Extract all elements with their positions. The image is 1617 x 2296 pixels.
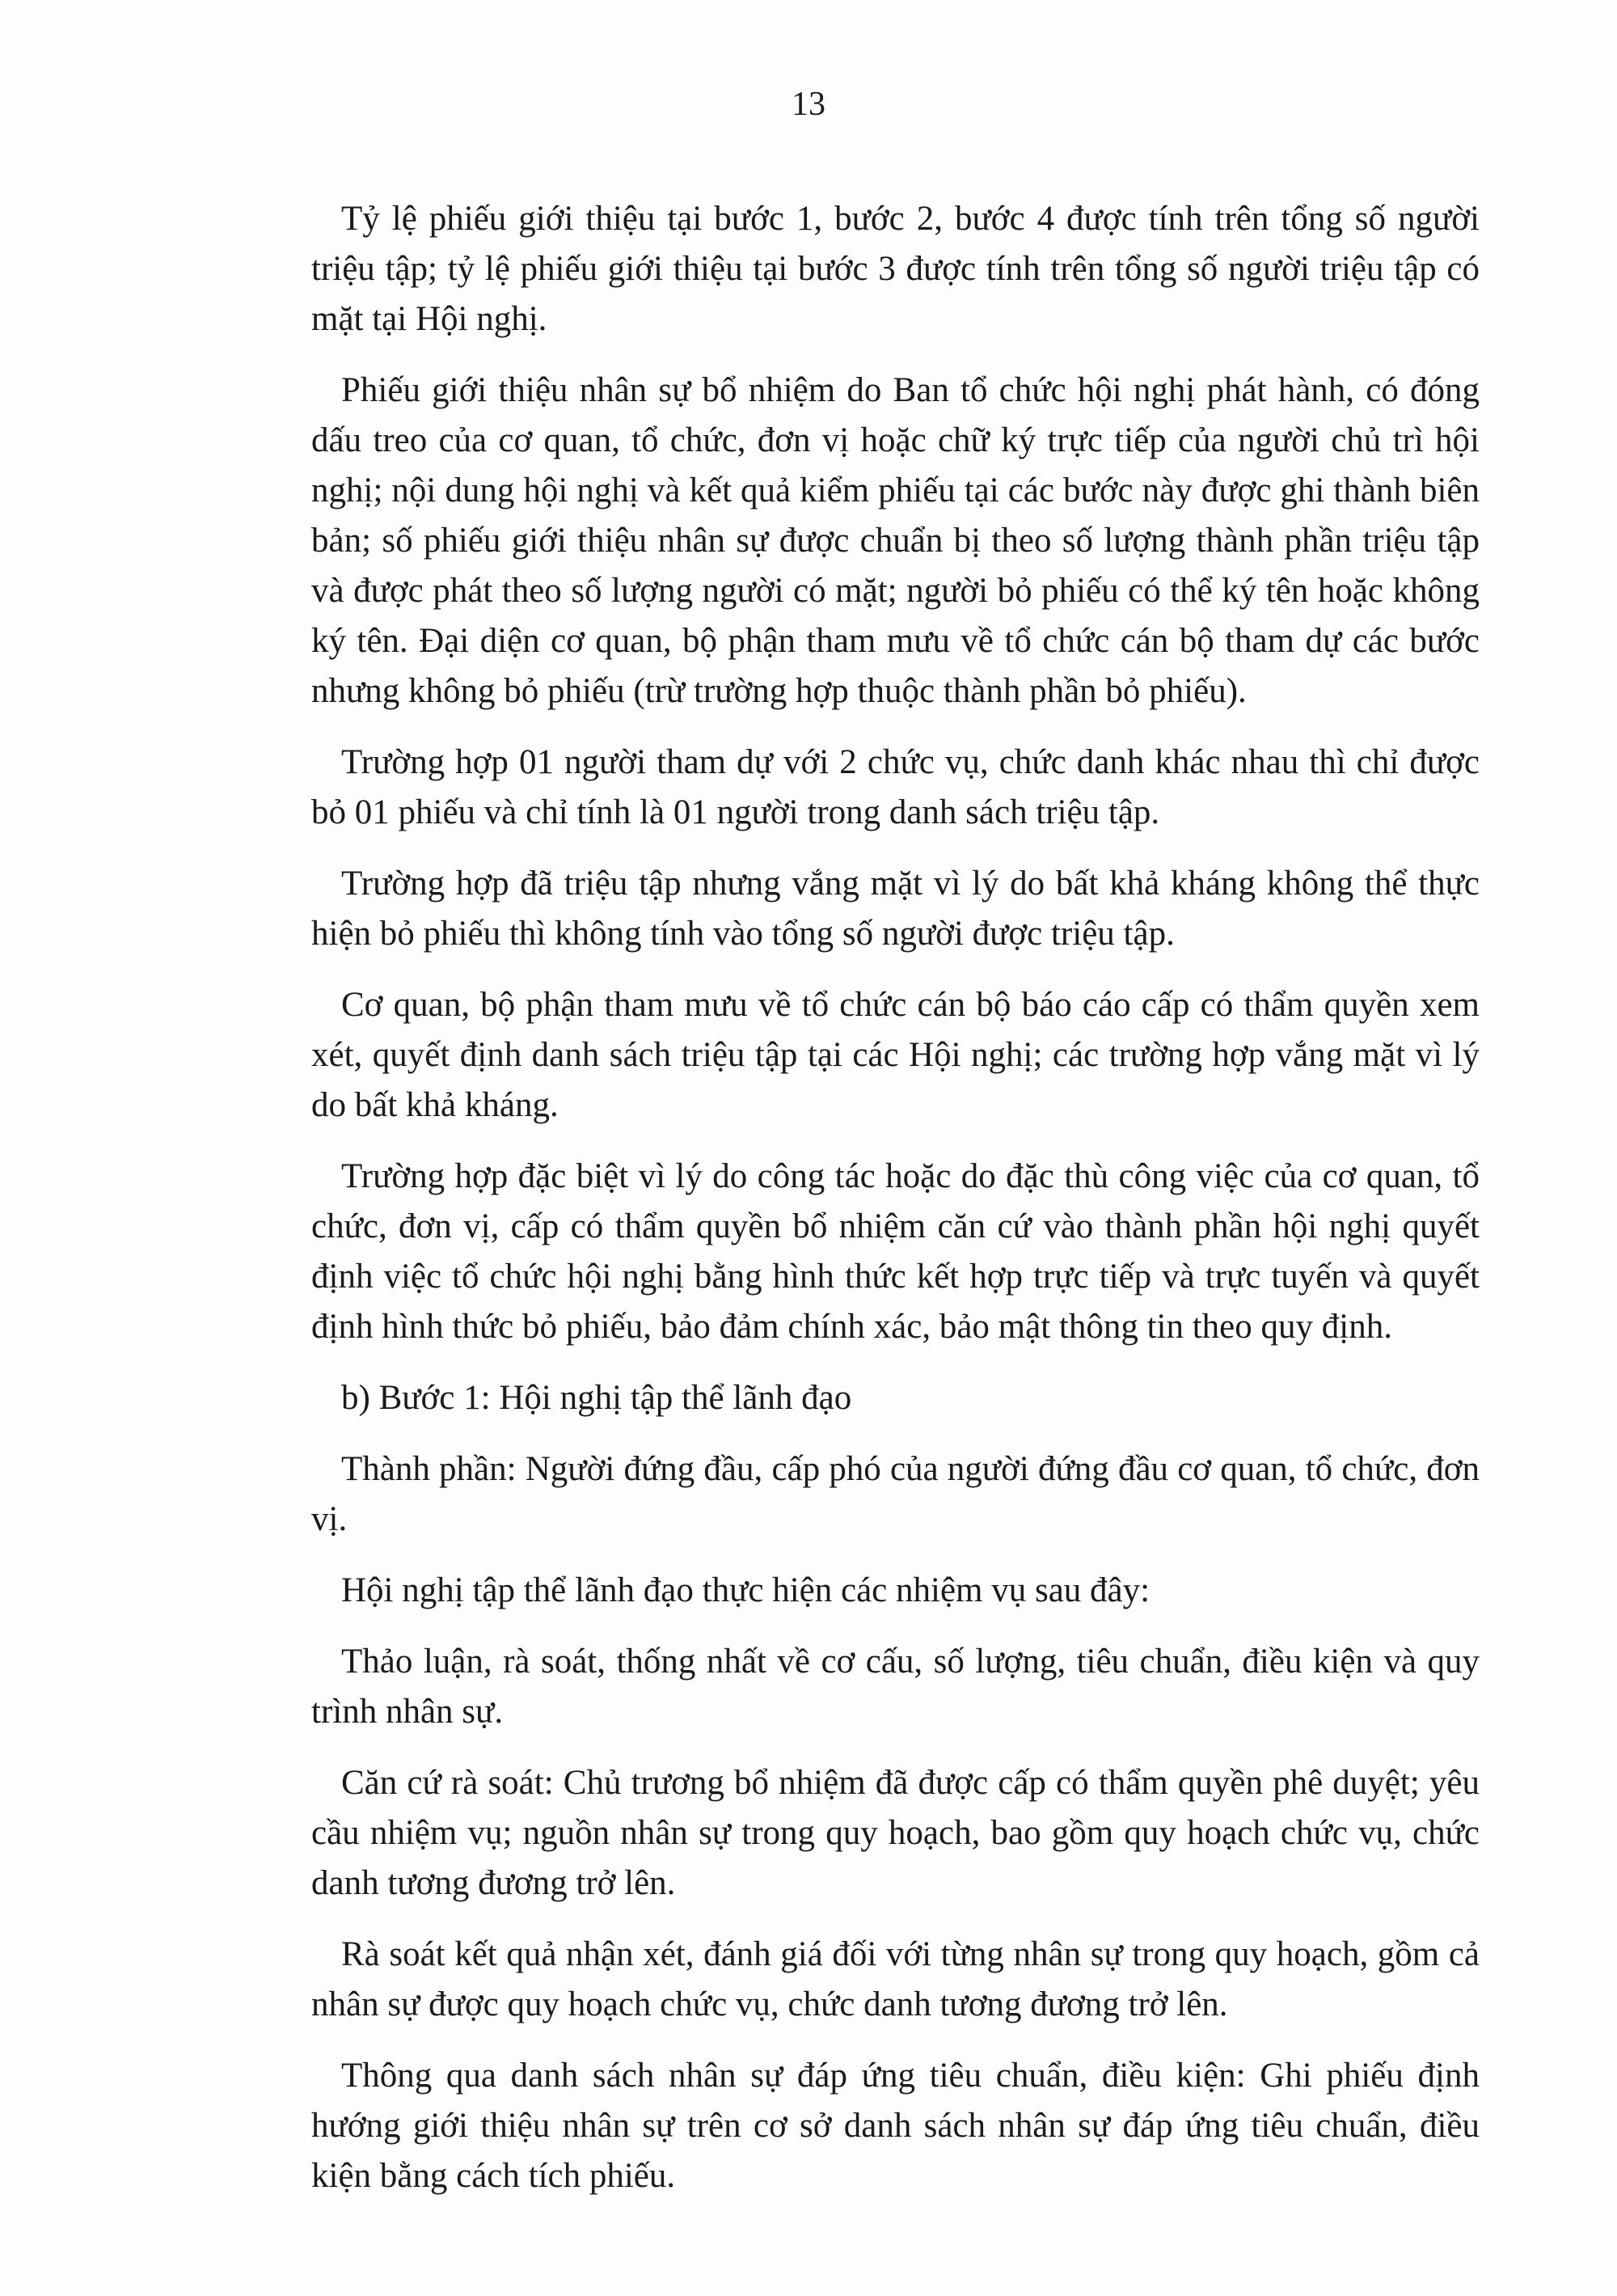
section-heading: b) Bước 1: Hội nghị tập thể lãnh đạo (341, 1379, 852, 1417)
paragraph: Thành phần: Người đứng đầu, cấp phó của người đứng đầu cơ quan, tổ chức, đơn vị. (311, 1450, 1480, 1538)
paragraph: Trường hợp 01 người tham dự với 2 chức vụ, chức danh khác nhau thì chỉ được bỏ 01 phiếu và chỉ tính là 01 người trong danh sách triệu tập. (311, 743, 1480, 831)
paragraph: Cơ quan, bộ phận tham mưu về tổ chức cán bộ báo cáo cấp có thẩm quyền xem xét, quyết định danh sách triệu tập tại các Hội nghị; các trường hợp vắng mặt vì lý do bất khả kháng. (311, 986, 1480, 1124)
document-body (311, 194, 1480, 2222)
paragraph: Trường hợp đã triệu tập nhưng vắng mặt vì lý do bất khả kháng không thể thực hiện bỏ phiếu thì không tính vào tổng số người được triệu tập. (311, 865, 1480, 953)
paragraph: Hội nghị tập thể lãnh đạo thực hiện các nhiệm vụ sau đây: (341, 1571, 1150, 1609)
paragraph: Rà soát kết quả nhận xét, đánh giá đối với từng nhân sự trong quy hoạch, gồm cả nhân sự được quy hoạch chức vụ, chức danh tương đương trở lên. (311, 1935, 1480, 2023)
paragraph: Tỷ lệ phiếu giới thiệu tại bước 1, bước 2, bước 4 được tính trên tổng số người triệu tập; tỷ lệ phiếu giới thiệu tại bước 3 được tính trên tổng số người triệu tập có mặt tại Hội nghị. (311, 200, 1480, 338)
paragraph: Phiếu giới thiệu nhân sự bổ nhiệm do Ban tổ chức hội nghị phát hành, có đóng dấu treo của cơ quan, tổ chức, đơn vị hoặc chữ ký trực tiếp của người chủ trì hội nghị; nội dung hội nghị và kết quả kiểm phiếu tại các bước này được ghi thành biên bản; số phiếu giới thiệu nhân sự được chuẩn bị theo số lượng thành phần triệu tập và được phát theo số lượng người có mặt; người bỏ phiếu có thể ký tên hoặc không ký tên. Đại diện cơ quan, bộ phận tham mưu về tổ chức cán bộ tham dự các bước nhưng không bỏ phiếu (trừ trường hợp thuộc thành phần bỏ phiếu). (311, 371, 1480, 710)
paragraph: Thông qua danh sách nhân sự đáp ứng tiêu chuẩn, điều kiện: Ghi phiếu định hướng giới thiệu nhân sự trên cơ sở danh sách nhân sự đáp ứng tiêu chuẩn, điều kiện bằng cách tích phiếu. (311, 2057, 1480, 2195)
paragraph: Căn cứ rà soát: Chủ trương bổ nhiệm đã được cấp có thẩm quyền phê duyệt; yêu cầu nhiệm vụ; nguồn nhân sự trong quy hoạch, bao gồm quy hoạch chức vụ, chức danh tương đương trở lên. (311, 1764, 1480, 1902)
page-number: 13 (792, 86, 825, 123)
paragraph: Trường hợp đặc biệt vì lý do công tác hoặc do đặc thù công việc của cơ quan, tổ chức, đơn vị, cấp có thẩm quyền bổ nhiệm căn cứ vào thành phần hội nghị quyết định việc tổ chức hội nghị bằng hình thức kết hợp trực tiếp và trực tuyến và quyết định hình thức bỏ phiếu, bảo đảm chính xác, bảo mật thông tin theo quy định. (311, 1157, 1480, 1346)
paragraph: Thảo luận, rà soát, thống nhất về cơ cấu, số lượng, tiêu chuẩn, điều kiện và quy trình nhân sự. (311, 1643, 1480, 1731)
